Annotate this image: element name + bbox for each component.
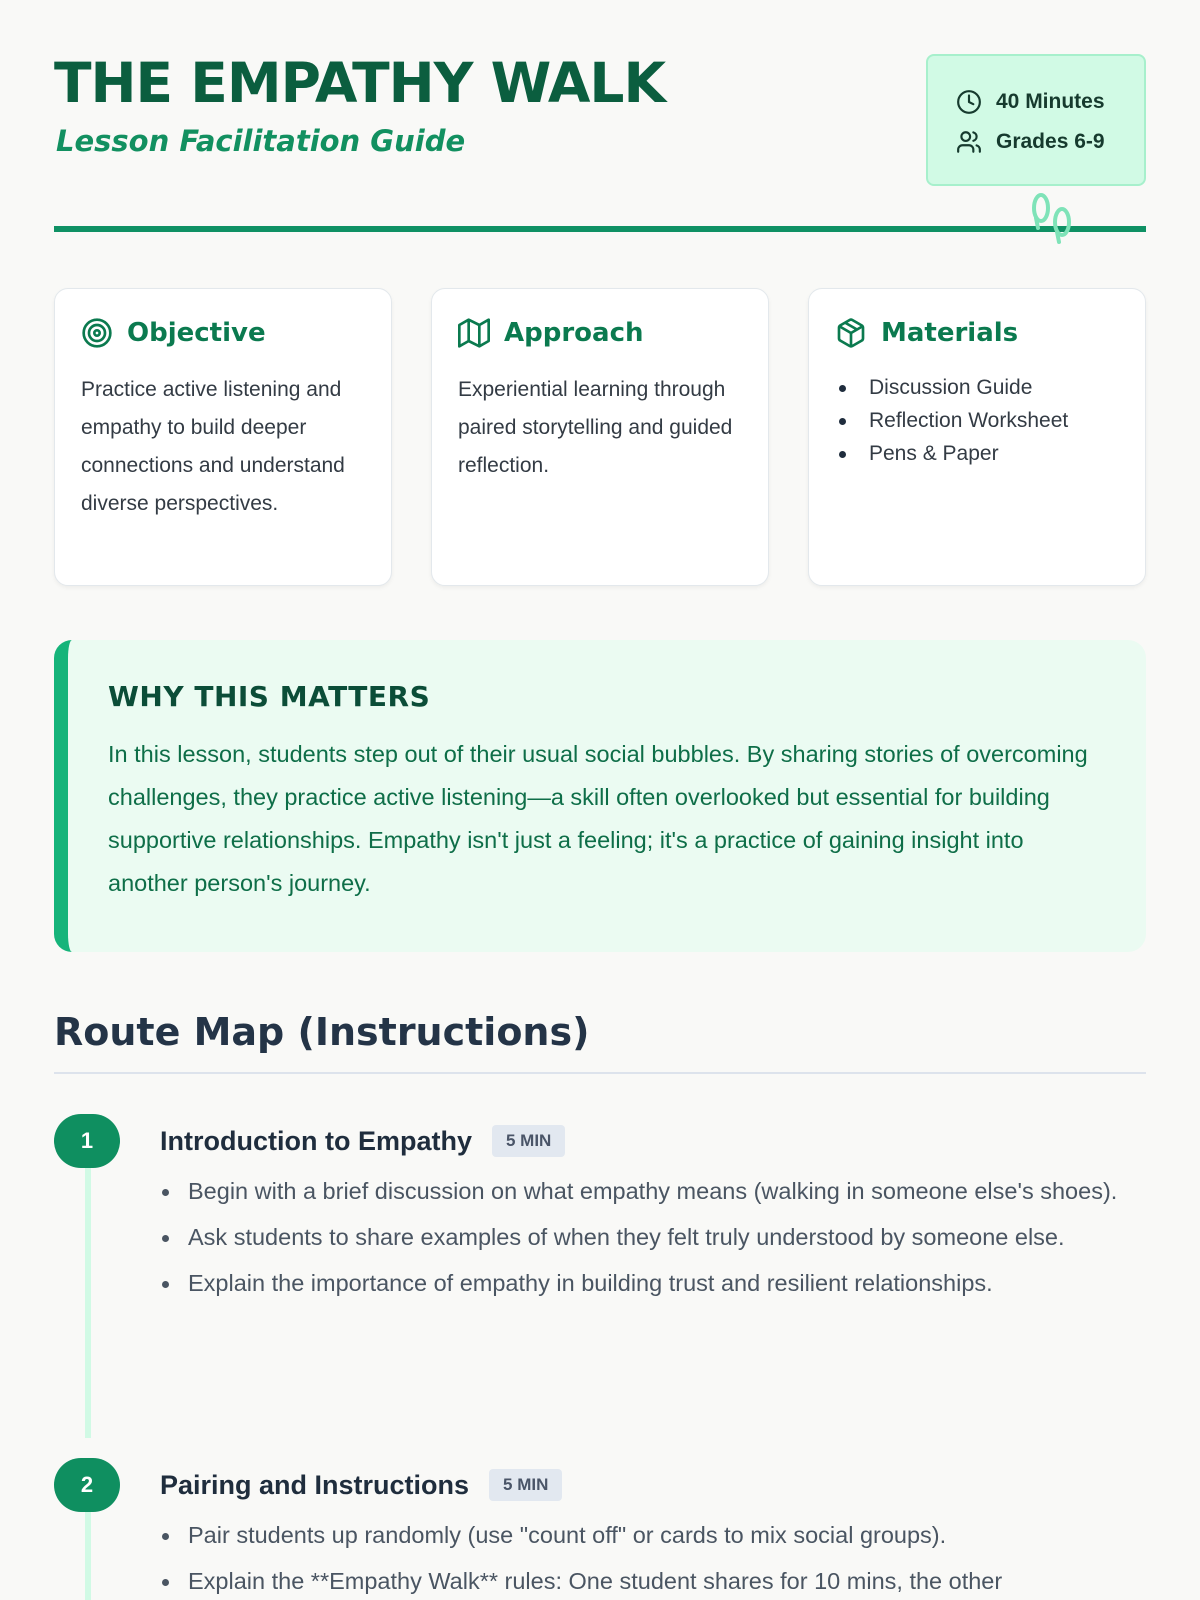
- header-divider: [54, 226, 1146, 232]
- objective-text: Practice active listening and empathy to build deeper connections and understand diverse perspectives.: [81, 378, 345, 515]
- callout-text: In this lesson, students step out of their usual social bubbles. By sharing stories of overcoming challenges, they practice active listening—a skill often overlooked but essential for building supportive relationships. Empathy isn't just a feeling; it's a practice of gaining insight into another person's journey.: [108, 741, 1088, 896]
- route-map-title: Route Map (Instructions): [54, 1010, 590, 1054]
- footprints-icon: [1028, 192, 1076, 246]
- section-divider: [54, 1072, 1146, 1074]
- instruction-item: Ask students to share examples of when they felt truly understood by someone else.: [160, 1218, 1146, 1257]
- package-icon: [835, 317, 867, 349]
- clock-icon: [956, 89, 982, 115]
- step-header: [160, 1114, 1146, 1168]
- materials-item: Reflection Worksheet: [835, 404, 1119, 437]
- callout-title: WHY THIS MATTERS: [108, 680, 431, 713]
- page-title: THE EMPATHY WALK: [54, 51, 666, 115]
- header: [54, 0, 1146, 236]
- duration-badge: 5 MIN: [492, 1125, 565, 1157]
- materials-item: Discussion Guide: [835, 371, 1119, 404]
- materials-card: [808, 288, 1146, 586]
- objective-card-header: [81, 317, 365, 349]
- step-title: Pairing and Instructions: [160, 1469, 470, 1500]
- step-instructions: [160, 1516, 1146, 1600]
- map-icon: [458, 317, 490, 349]
- instruction-item: Begin with a brief discussion on what empathy means (walking in someone else's shoes).: [160, 1172, 1146, 1211]
- step-instructions: [160, 1172, 1146, 1303]
- step-timeline-line: [85, 1154, 91, 1438]
- instruction-item: Pair students up randomly (use "count off" or cards to mix social groups).: [160, 1516, 1146, 1555]
- step-header: [160, 1458, 1146, 1512]
- lesson-meta-box: [926, 54, 1146, 186]
- duration-row: [956, 82, 1144, 122]
- step-number-badge: 1: [54, 1114, 120, 1168]
- step-timeline-line: [85, 1498, 91, 1600]
- step-1: [54, 1114, 1146, 1458]
- overview-cards: [54, 288, 1146, 586]
- materials-card-header: [835, 317, 1119, 349]
- duration-text: 40 Minutes: [996, 90, 1105, 113]
- step-number-badge: 2: [54, 1458, 120, 1512]
- materials-item: Pens & Paper: [835, 437, 1119, 470]
- why-this-matters-callout: [54, 640, 1146, 952]
- approach-text: Experiential learning through paired storytelling and guided reflection.: [458, 378, 733, 477]
- grades-text: Grades 6-9: [996, 130, 1105, 153]
- instruction-item: Explain the **Empathy Walk** rules: One student shares for 10 mins, the other: [160, 1562, 1146, 1600]
- step-title: Introduction to Empathy: [160, 1125, 472, 1156]
- approach-card-header: [458, 317, 742, 349]
- step-2: [54, 1458, 1146, 1600]
- grades-row: [956, 122, 1144, 162]
- users-icon: [956, 129, 982, 155]
- target-icon: [81, 317, 113, 349]
- approach-card: [431, 288, 769, 586]
- duration-badge: 5 MIN: [489, 1469, 562, 1501]
- instruction-item: Explain the importance of empathy in building trust and resilient relationships.: [160, 1264, 1146, 1303]
- approach-title: Approach: [504, 318, 644, 348]
- objective-title: Objective: [127, 318, 266, 348]
- page-subtitle: Lesson Facilitation Guide: [56, 124, 466, 158]
- objective-card: [54, 288, 392, 586]
- materials-title: Materials: [881, 318, 1019, 348]
- materials-list: [835, 371, 1119, 470]
